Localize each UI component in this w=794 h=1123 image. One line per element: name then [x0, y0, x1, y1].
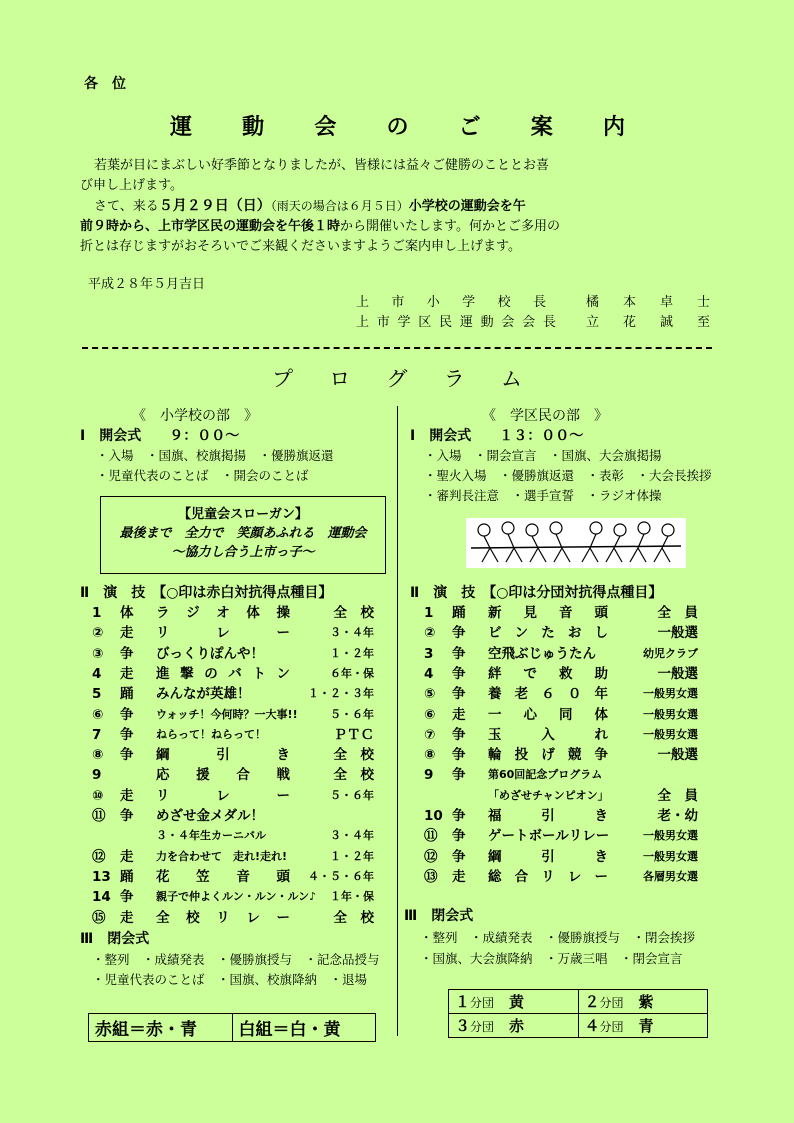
- char: の: [386, 115, 409, 140]
- tug-of-war-illustration: [466, 518, 686, 568]
- event-number: 13: [92, 868, 111, 885]
- char: 市: [376, 315, 390, 330]
- char: 小: [426, 295, 440, 310]
- event-number: 4: [424, 665, 434, 682]
- char: ご: [458, 115, 481, 140]
- char: 案: [530, 115, 553, 140]
- left-closing: Ⅲ 閉会式: [80, 931, 150, 947]
- char: 運: [170, 115, 193, 140]
- event-name: ねらって！ねらって！: [156, 727, 266, 741]
- program-row: [424, 745, 698, 765]
- event-grade: 幼児クラブ: [643, 646, 698, 660]
- event-number: ⑫: [424, 848, 438, 865]
- slogan-title: 【児童会スローガン】: [178, 507, 308, 522]
- program-row: [92, 826, 374, 846]
- event-number: 9: [92, 767, 102, 784]
- event-type: 争: [120, 706, 134, 723]
- event-name: みんなが英雄！: [156, 686, 251, 703]
- event-name: ウォッチ！今何時？一大事!!: [156, 707, 298, 721]
- event-name: 福 引 き: [488, 808, 608, 824]
- event-name: 「めざせチャンピオン」: [488, 788, 609, 802]
- event-number: 5: [92, 686, 102, 703]
- event-name: ビ ン た お し: [488, 625, 608, 642]
- event-grade: 一般男女選: [643, 727, 698, 741]
- event-grade: ４・５・６年: [308, 869, 374, 883]
- event-number: 1: [424, 605, 434, 621]
- program-row: [92, 847, 374, 867]
- event-number: 3: [424, 645, 434, 662]
- event-grade: 一般選: [657, 747, 698, 764]
- event-type: 争: [452, 828, 466, 845]
- event-name: ラ ジ オ 体 操: [156, 605, 290, 621]
- right-opening-items: ・審判長注意 ・選手宣誓 ・ラジオ体操: [424, 488, 662, 503]
- event-name: 絆 で 救 助: [488, 665, 608, 682]
- char: 区: [418, 315, 432, 330]
- program-row: [92, 725, 374, 745]
- char: 上: [356, 315, 370, 330]
- char: 学: [397, 315, 411, 330]
- event-name: 空飛ぶじゅうたん: [488, 645, 596, 662]
- event-grade: 一般男女選: [643, 687, 698, 701]
- char: 至: [696, 315, 710, 330]
- event-type: 争: [452, 808, 466, 824]
- event-grade: 全 校: [333, 767, 374, 784]
- intro-line: 折とは存じますがおそろいでご来観くださいますようご案内申し上げます。: [80, 239, 521, 254]
- event-name: 新 見 音 頭: [488, 605, 608, 621]
- right-opening-items: ・入場 ・開会宣言 ・国旗、大会旗掲揚: [424, 448, 662, 463]
- char: 長: [542, 315, 556, 330]
- right-heading: 《 学区民の部 》: [482, 408, 608, 424]
- event-grade: 一般男女選: [643, 849, 698, 863]
- left-events-heading: Ⅱ 演 技 【○印は赤白対抗得点種目】: [80, 585, 333, 601]
- event-name: リ レ ー: [156, 787, 290, 804]
- divider: [82, 347, 712, 349]
- char: 運: [459, 315, 473, 330]
- event-grade: 全 校: [333, 605, 374, 621]
- char: 卓: [659, 295, 673, 310]
- team-red: 赤組＝赤・青: [89, 1014, 233, 1042]
- event-grade: ５・６年: [330, 788, 374, 802]
- event-grade: 一般選: [657, 665, 698, 682]
- program-row: [424, 623, 698, 643]
- event-type: 走: [120, 787, 134, 804]
- event-number: ⑮: [92, 909, 106, 926]
- event-grade: 全 校: [333, 747, 374, 764]
- program-row: [424, 705, 698, 725]
- program-row: [92, 765, 374, 785]
- event-name: 綱 引 き: [156, 747, 290, 764]
- event-type: 走: [120, 848, 134, 865]
- program-row: [424, 684, 698, 704]
- char: 花: [622, 315, 636, 330]
- event-number: 7: [92, 726, 102, 743]
- intro-line: 前９時から、上市学区民の運動会を午後１時から開催いたします。何かとご多用の: [80, 219, 560, 234]
- event-grade: １・２年: [330, 849, 374, 863]
- program-row: [92, 623, 374, 643]
- char: 橘: [586, 295, 600, 310]
- char: 上: [356, 295, 370, 310]
- event-number: ⑥: [92, 706, 104, 723]
- event-name: 綱 引 き: [488, 848, 608, 865]
- greeting: 各 位: [84, 76, 126, 92]
- slogan-line: ～協力し合う上市っ子～: [171, 545, 315, 560]
- event-type: 争: [452, 726, 466, 743]
- event-type: 体: [120, 605, 134, 621]
- event-type: 争: [452, 767, 466, 784]
- event-type: 争: [120, 808, 134, 824]
- program-row: [92, 806, 374, 826]
- event-grade: 一般男女選: [643, 707, 698, 721]
- program-title: [272, 366, 522, 392]
- event-grade: 全 員: [657, 605, 698, 621]
- event-name: びっくりぽんや！: [156, 645, 264, 662]
- event-name: 花 笠 音 頭: [156, 868, 290, 885]
- right-opening: Ⅰ 開会式 １３：００～: [410, 428, 584, 444]
- event-grade: 一般男女選: [643, 829, 698, 843]
- event-number: 14: [92, 889, 111, 906]
- event-name: 応 援 合 戦: [156, 767, 290, 784]
- program-row: [92, 664, 374, 684]
- char: 内: [602, 115, 625, 140]
- event-type: 争: [452, 645, 466, 662]
- char: 動: [242, 115, 265, 140]
- program-row: [92, 887, 374, 907]
- program-row: [424, 847, 698, 867]
- event-name: 一 心 同 体: [488, 706, 608, 723]
- signature-principal: [356, 293, 710, 313]
- char: 立: [586, 315, 600, 330]
- event-number: ②: [92, 625, 104, 642]
- event-name: 全 校 リ レ ー: [156, 909, 290, 926]
- event-number: 1: [92, 605, 102, 621]
- slogan-line: 最後まで 全力で 笑顔あふれる 運動会: [119, 526, 367, 541]
- program-row: [424, 826, 698, 846]
- page-title: [170, 114, 625, 142]
- right-closing: Ⅲ 閉会式: [404, 908, 474, 924]
- event-name: ３・４年生カーニバル: [156, 829, 266, 843]
- program-row: [92, 745, 374, 765]
- program-row: [92, 786, 374, 806]
- char: ラ: [443, 367, 465, 391]
- event-grade: 老・幼: [657, 808, 698, 824]
- event-grade: 全 校: [333, 909, 374, 926]
- event-number: 10: [424, 808, 443, 824]
- event-type: 争: [120, 726, 134, 743]
- event-name: 玉 入 れ: [488, 726, 608, 743]
- event-number: ⑫: [92, 848, 106, 865]
- event-grade: 全 員: [657, 787, 698, 804]
- char: 学: [462, 295, 476, 310]
- program-row: [424, 867, 698, 887]
- event-number: ⑬: [424, 868, 438, 885]
- event-type: 争: [452, 686, 466, 703]
- event-name: 輪 投 げ 競 争: [488, 747, 608, 764]
- program-row: [424, 786, 698, 806]
- team-colors: [88, 1013, 376, 1042]
- program-row: [424, 603, 698, 623]
- left-heading: 《 小学校の部 》: [132, 408, 258, 424]
- event-type: 踊: [452, 605, 466, 621]
- event-number: ⑪: [424, 828, 438, 845]
- event-name: 養 老 ６ ０ 年: [488, 686, 608, 703]
- char: 校: [497, 295, 511, 310]
- event-number: ⑪: [92, 808, 106, 824]
- intro-line: さて、来る５月２９日（日）（雨天の場合は６月５日）小学校の運動会を午: [94, 198, 526, 214]
- team-white: 白組＝白・黄: [232, 1014, 376, 1042]
- event-grade: ３・４年: [330, 626, 374, 640]
- program-row: [92, 603, 374, 623]
- char: 会: [522, 315, 536, 330]
- event-grade: １・２年: [330, 646, 374, 660]
- group-1: １分団 黄: [449, 990, 579, 1014]
- event-type: 争: [452, 625, 466, 642]
- group-3: ３分団 赤: [449, 1014, 579, 1038]
- program-row: [424, 664, 698, 684]
- right-closing-items: ・国旗、大会旗降納 ・万歳三唱 ・閉会宣言: [420, 951, 683, 966]
- group-2: ２分団 紫: [578, 990, 708, 1014]
- event-type: 争: [120, 889, 134, 906]
- event-number: 4: [92, 665, 102, 682]
- char: 誠: [659, 315, 673, 330]
- event-name: 第60回記念プログラム: [488, 768, 603, 782]
- event-number: ⑧: [424, 747, 436, 764]
- event-grade: １・２・３年: [308, 687, 374, 701]
- event-name: 総 合 リ レ ー: [488, 868, 608, 885]
- left-closing-items: ・整列 ・成績発表 ・優勝旗授与 ・記念品授与: [92, 952, 380, 967]
- event-name: めざせ金メダル！: [156, 808, 264, 824]
- event-number: ⑤: [424, 686, 436, 703]
- event-name: ゲートボールリレー: [488, 828, 610, 845]
- program-row: [92, 644, 374, 664]
- char: 動: [480, 315, 494, 330]
- signatures: [356, 293, 710, 333]
- program-row: [92, 908, 374, 928]
- group-4: ４分団 青: [578, 1014, 708, 1038]
- event-name: 親子で仲よくルン・ルン・ルン♪: [156, 890, 317, 904]
- char: 会: [501, 315, 515, 330]
- program-row: [92, 705, 374, 725]
- event-grade: ３・４年: [330, 829, 374, 843]
- char: プ: [272, 367, 293, 391]
- tug-of-war-icon: [466, 518, 686, 568]
- date: 平成２８年５月吉日: [88, 277, 206, 292]
- event-type: 争: [452, 747, 466, 764]
- column-divider: [397, 406, 398, 1036]
- signature-chair: [356, 313, 710, 333]
- event-number: ⑩: [92, 787, 104, 804]
- program-row: [424, 765, 698, 785]
- program-row: [92, 684, 374, 704]
- left-opening-items: ・入場 ・国旗、校旗掲揚 ・優勝旗返還: [96, 448, 334, 463]
- program-row: [424, 725, 698, 745]
- event-grade: 一般選: [657, 625, 698, 642]
- intro-line: び申し上げます。: [80, 178, 183, 193]
- event-name: 進 撃 の バ ト ン: [156, 665, 290, 682]
- event-type: 走: [452, 706, 466, 723]
- event-number: ⑧: [92, 747, 104, 764]
- left-opening: Ⅰ 開会式 ９：００～: [80, 428, 240, 444]
- event-type: 争: [120, 747, 134, 764]
- event-type: 争: [452, 848, 466, 865]
- program-row: [424, 644, 698, 664]
- char: 市: [391, 295, 405, 310]
- program-row: [424, 806, 698, 826]
- event-number: ⑥: [424, 706, 436, 723]
- event-type: 争: [452, 665, 466, 682]
- event-grade: １年・保: [330, 890, 374, 904]
- event-name: リ レ ー: [156, 625, 290, 642]
- char: ム: [501, 367, 522, 391]
- event-name: 力を合わせて 走れ!走れ!: [156, 849, 288, 863]
- char: 長: [532, 295, 546, 310]
- intro-text: [80, 156, 720, 257]
- right-closing-items: ・整列 ・成績発表 ・優勝旗授与 ・閉会挨拶: [420, 930, 696, 945]
- event-type: 走: [120, 909, 134, 926]
- event-number: 9: [424, 767, 434, 784]
- event-grade: ６年・保: [330, 666, 374, 680]
- char: 会: [314, 115, 337, 140]
- right-opening-items: ・聖火入場 ・優勝旗返還 ・表彰 ・大会長挨拶: [424, 468, 712, 483]
- left-opening-items: ・児童代表のことば ・開会のことば: [96, 468, 309, 483]
- program-row: [92, 867, 374, 887]
- char: 本: [622, 295, 636, 310]
- char: ロ: [329, 367, 351, 391]
- event-grade: 各層男女選: [643, 869, 698, 883]
- event-number: ③: [92, 645, 104, 662]
- event-grade: ＰＴＣ: [333, 726, 374, 743]
- event-type: 走: [120, 625, 134, 642]
- char: 民: [439, 315, 453, 330]
- event-type: 争: [120, 645, 134, 662]
- event-number: ②: [424, 625, 436, 642]
- event-type: 踊: [120, 868, 134, 885]
- left-closing-items: ・児童代表のことば ・国旗、校旗降納 ・退場: [92, 972, 368, 987]
- event-type: 走: [120, 665, 134, 682]
- event-type: 走: [452, 868, 466, 885]
- event-number: ⑦: [424, 726, 436, 743]
- char: グ: [386, 367, 408, 391]
- right-events-heading: Ⅱ 演 技 【○印は分団対抗得点種目】: [410, 585, 663, 601]
- group-colors: [448, 989, 708, 1038]
- intro-line: 若葉が目にまぶしい好季節となりましたが、皆様には益々ご健勝のこととお喜: [94, 158, 550, 173]
- char: 士: [696, 295, 710, 310]
- slogan-box: [100, 496, 386, 574]
- event-grade: ５・６年: [330, 707, 374, 721]
- event-type: 踊: [120, 686, 134, 703]
